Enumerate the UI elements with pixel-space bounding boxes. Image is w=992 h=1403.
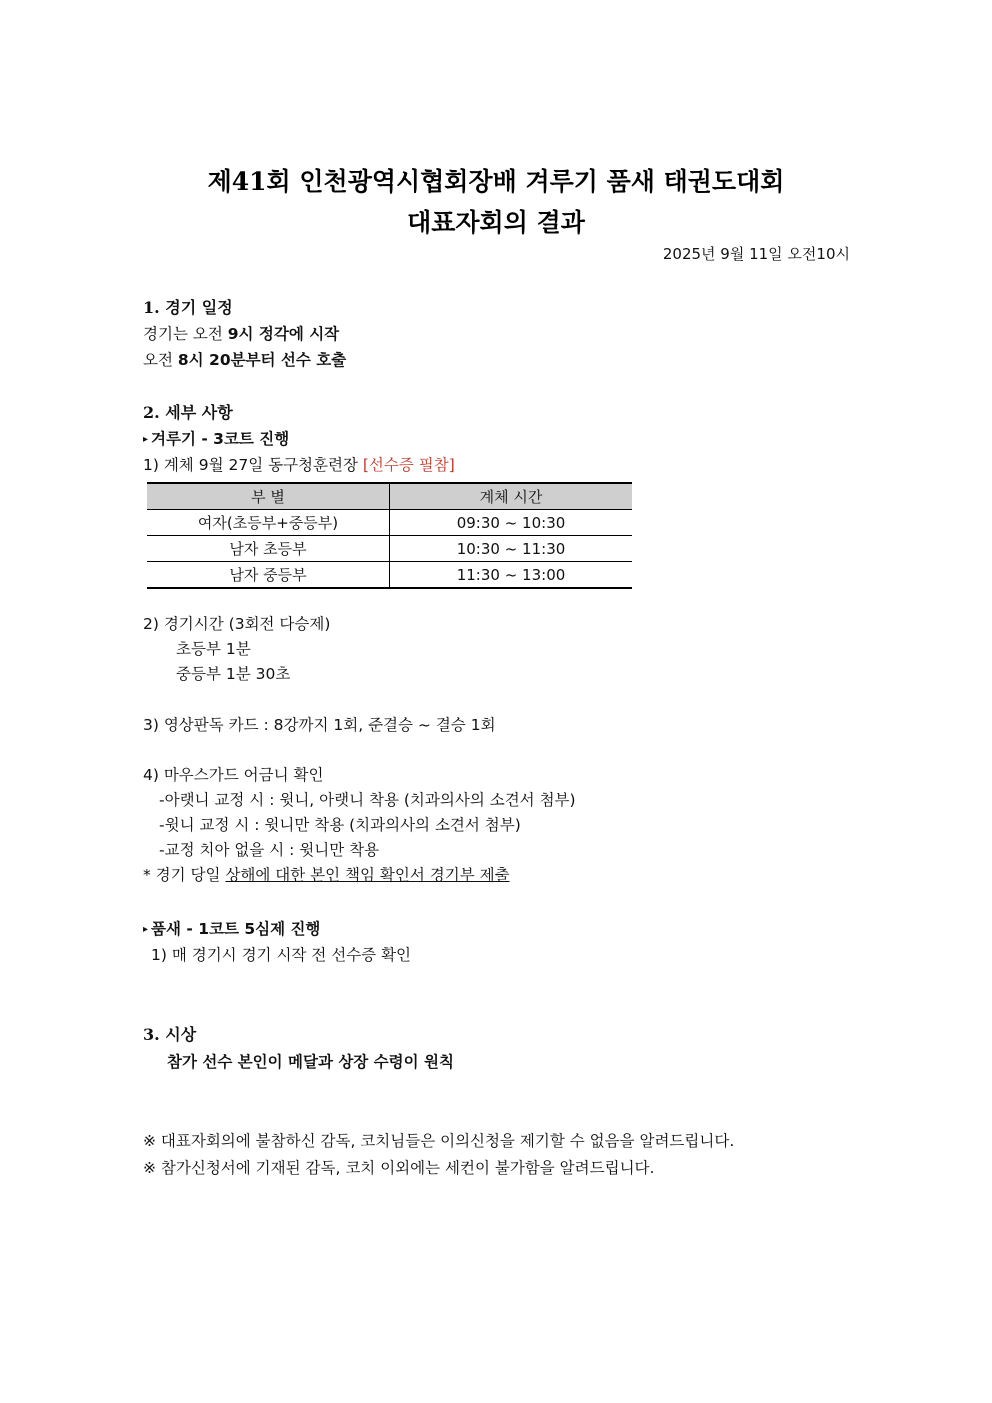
division-cell: 남자 중등부 [147, 562, 390, 589]
division-cell: 남자 초등부 [147, 536, 390, 562]
call-time-emphasis: 8시 20분부터 선수 호출 [177, 351, 347, 369]
elementary-match-time: 초등부 1분 [176, 640, 251, 658]
award-rule: 참가 선수 본인이 메달과 상장 수령이 원칙 [167, 1053, 454, 1071]
time-cell: 11:30 ~ 13:00 [390, 562, 633, 589]
time-cell: 10:30 ~ 11:30 [390, 536, 633, 562]
weigh-in-line [143, 455, 455, 475]
header-division: 부 별 [147, 483, 390, 510]
section-3-heading: 3. 시상 [143, 1025, 197, 1044]
kyorugi-title: 겨루기 - 3코트 진행 [151, 430, 290, 448]
time-cell: 09:30 ~ 10:30 [390, 510, 633, 536]
weigh-in-schedule-table [147, 482, 632, 589]
injury-waiver-underlined: 상해에 대한 본인 책임 확인서 경기부 제출 [225, 866, 510, 884]
meeting-date: 2025년 9월 11일 오전10시 [662, 245, 850, 263]
start-time-emphasis: 9시 정각에 시작 [227, 325, 340, 343]
document-title: 제41회 인천광역시협회장배 겨루기 품새 태권도대회 [207, 167, 785, 196]
triangle-bullet-icon: ▸ [143, 434, 149, 445]
start-time-line [143, 324, 339, 344]
poomsae-rule-1: 1) 매 경기시 경기 시작 전 선수증 확인 [151, 946, 412, 964]
table-row [147, 562, 632, 589]
injury-waiver-note [143, 865, 510, 885]
notice-1: ※ 대표자회의에 불참하신 감독, 코치님들은 이의신청을 제기할 수 없음을 알려드립니다. [143, 1132, 735, 1150]
weigh-in-note: [선수증 필참] [362, 456, 455, 474]
header-weigh-in-time: 계체 시간 [390, 483, 633, 510]
call-time-prefix: 오전 [143, 351, 178, 369]
mouthguard-rule-3: -교정 치아 없을 시 : 윗니만 착용 [159, 841, 380, 859]
weigh-in-text: 1) 계체 9월 27일 동구청훈련장 [143, 456, 363, 474]
mouthguard-rule-1: -아랫니 교정 시 : 윗니, 아랫니 착용 (치과의사의 소견서 첨부) [159, 791, 576, 809]
notice-2: ※ 참가신청서에 기재된 감독, 코치 이외에는 세컨이 불가함을 알려드립니다. [143, 1159, 655, 1177]
call-time-line [143, 350, 346, 370]
start-time-prefix: 경기는 오전 [143, 325, 228, 343]
mouthguard-heading: 4) 마우스가드 어금니 확인 [143, 766, 324, 784]
document-subtitle: 대표자회의 결과 [407, 208, 585, 237]
table-row [147, 510, 632, 536]
poomsae-heading [143, 919, 320, 940]
division-cell: 여자(초등부+중등부) [147, 510, 390, 536]
poomsae-title: 품새 - 1코트 5심제 진행 [151, 920, 321, 938]
middle-match-time: 중등부 1분 30초 [176, 665, 291, 683]
triangle-bullet-icon: ▸ [143, 924, 149, 935]
match-time-line: 2) 경기시간 (3회전 다승제) [143, 615, 331, 633]
section-2-heading: 2. 세부 사항 [143, 403, 233, 422]
table-header-row [147, 483, 632, 510]
mouthguard-rule-2: -윗니 교정 시 : 윗니만 착용 (치과의사의 소견서 첨부) [159, 816, 521, 834]
kyorugi-heading [143, 429, 289, 450]
injury-waiver-prefix: * 경기 당일 [143, 866, 226, 884]
video-replay-line: 3) 영상판독 카드 : 8강까지 1회, 준결승 ~ 결승 1회 [143, 716, 496, 734]
section-1-heading: 1. 경기 일정 [143, 298, 233, 317]
table-row [147, 536, 632, 562]
